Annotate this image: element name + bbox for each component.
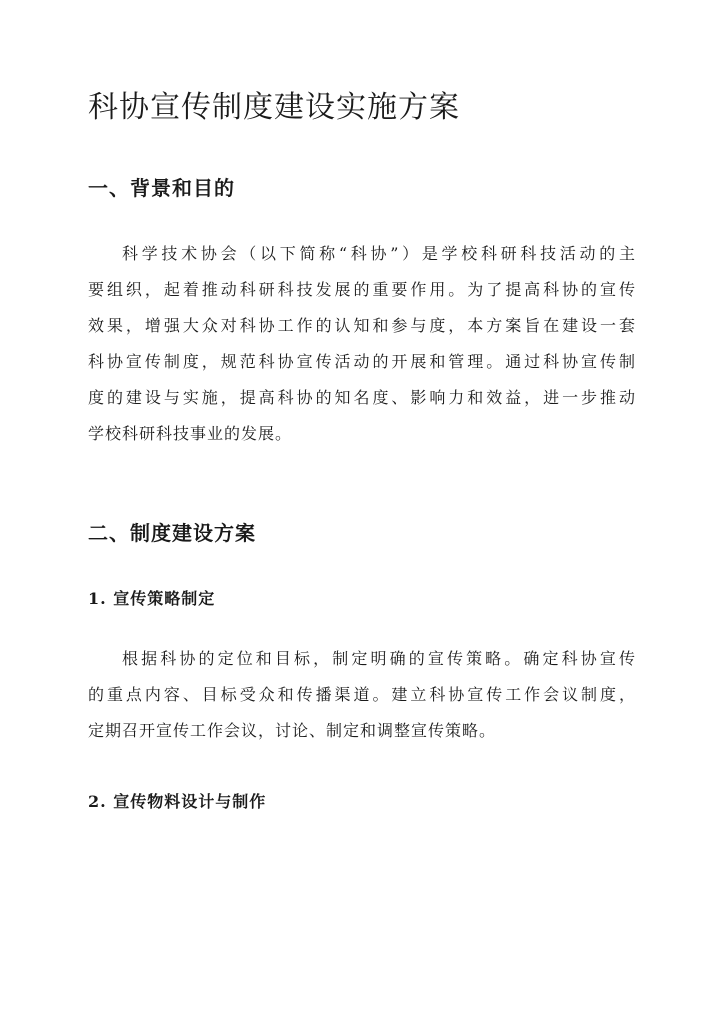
paragraph-line: 定期召开宣传工作会议，讨论、制定和调整宣传策略。 xyxy=(88,721,497,740)
paragraph-background xyxy=(88,236,636,452)
section-heading-plan: 二、制度建设方案 xyxy=(88,521,256,545)
paragraph-line: 度的建设与实施，提高科协的知名度、影响力和效益，进一步推动 xyxy=(88,388,636,407)
subsection-heading-materials: 2. 宣传物料设计与制作 xyxy=(88,792,267,811)
section-heading-background: 一、背景和目的 xyxy=(88,176,235,200)
paragraph-line: 科协宣传制度，规范科协宣传活动的开展和管理。通过科协宣传制 xyxy=(88,352,636,371)
paragraph-line: 根据科协的定位和目标，制定明确的宣传策略。确定科协宣传 xyxy=(122,649,636,668)
paragraph-line: 学校科研科技事业的发展。 xyxy=(88,424,293,443)
paragraph-line: 科学技术协会（以下简称“科协”）是学校科研科技活动的主 xyxy=(122,244,636,263)
paragraph-line: 的重点内容、目标受众和传播渠道。建立科协宣传工作会议制度， xyxy=(88,685,636,704)
document-title: 科协宣传制度建设实施方案 xyxy=(88,90,460,125)
subsection-heading-strategy: 1. 宣传策略制定 xyxy=(88,589,216,608)
paragraph-strategy xyxy=(88,641,636,749)
paragraph-line: 要组织，起着推动科研科技发展的重要作用。为了提高科协的宣传 xyxy=(88,280,636,299)
paragraph-line: 效果，增强大众对科协工作的认知和参与度，本方案旨在建设一套 xyxy=(88,316,636,335)
